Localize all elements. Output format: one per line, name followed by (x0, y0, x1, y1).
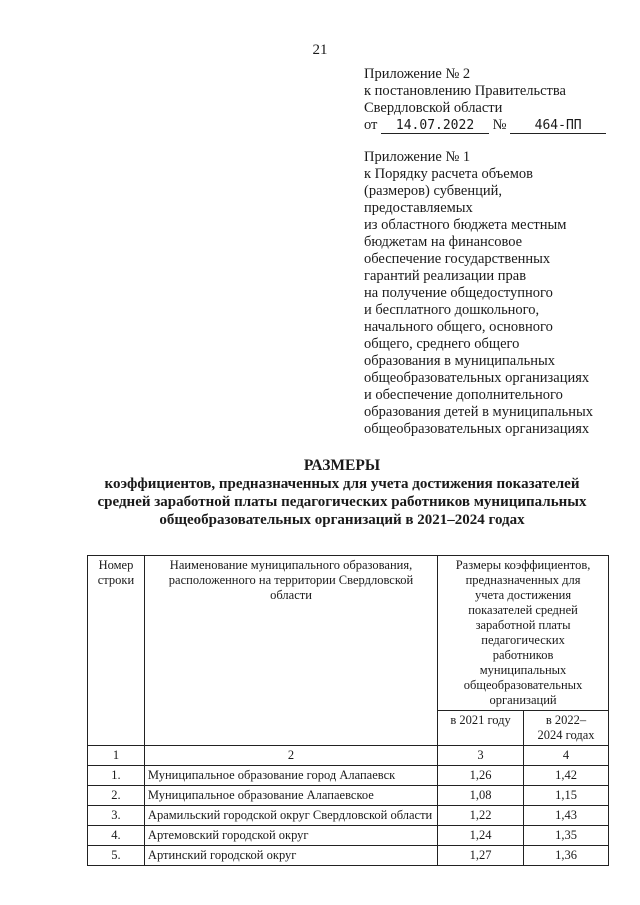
row-number: 5. (88, 846, 145, 866)
annex-1-line: бюджетам на финансовое (364, 234, 523, 250)
annex-2-line: Свердловской области (364, 100, 503, 116)
heading-line: коэффициентов, предназначенных для учета достижения показателей (104, 476, 580, 492)
resolution-date: 14.07.2022 (381, 119, 489, 134)
column-number: 3 (438, 746, 524, 766)
header-row-number: Номер строки (88, 556, 145, 746)
table-row (88, 826, 609, 846)
annex-1-line: к Порядку расчета объемов (364, 166, 534, 182)
municipality-name: Муниципальное образование Алапаевское (144, 786, 437, 806)
column-number: 2 (144, 746, 437, 766)
coefficient-2022-2024: 1,36 (524, 846, 609, 866)
annex-1-line: образования детей в муниципальных (364, 404, 593, 420)
annex-1-line: гарантий реализации прав (364, 268, 527, 284)
annex-2-header (364, 66, 634, 134)
annex-1-line: из областного бюджета местным (364, 217, 567, 233)
heading-line: общеобразовательных организаций в 2021–2024 годах (159, 512, 525, 528)
annex-1-header (364, 149, 634, 438)
column-number: 1 (88, 746, 145, 766)
row-number: 2. (88, 786, 145, 806)
annex-1-line: Приложение № 1 (364, 149, 471, 165)
row-number: 3. (88, 806, 145, 826)
table-row (88, 846, 609, 866)
number-sign: № (492, 117, 507, 133)
header-name: Наименование муниципального образования, расположенного на территории Свердловской области (144, 556, 437, 746)
table-row (88, 766, 609, 786)
annex-1-line: на получение общедоступного (364, 285, 553, 301)
table-header-row (88, 556, 609, 711)
annex-1-line: образования в муниципальных (364, 353, 555, 369)
annex-1-line: и бесплатного дошкольного, (364, 302, 540, 318)
row-number: 1. (88, 766, 145, 786)
column-number-row (88, 746, 609, 766)
coefficient-2022-2024: 1,42 (524, 766, 609, 786)
coefficient-2021: 1,08 (438, 786, 524, 806)
heading-line: средней заработной платы педагогических работников муниципальных (97, 494, 587, 510)
municipality-name: Муниципальное образование город Алапаевск (144, 766, 437, 786)
heading-title: РАЗМЕРЫ (303, 457, 381, 474)
annex-1-line: общеобразовательных организациях (364, 421, 590, 437)
coefficient-2021: 1,22 (438, 806, 524, 826)
row-number: 4. (88, 826, 145, 846)
header-year-2022-2024: в 2022–2024 годах (524, 711, 609, 746)
annex-1-line: (размеров) субвенций, (364, 183, 502, 199)
municipality-name: Артинский городской округ (144, 846, 437, 866)
document-heading (60, 457, 624, 529)
annex-2-date-line (364, 117, 634, 134)
municipality-name: Артемовский городской округ (144, 826, 437, 846)
table-row (88, 786, 609, 806)
coefficient-2022-2024: 1,43 (524, 806, 609, 826)
coefficient-2021: 1,26 (438, 766, 524, 786)
annex-1-line: общего, среднего общего (364, 336, 520, 352)
header-coefficients: Размеры коэффициентов, предназначенных для учета достижения показателей средней заработной платы педагогических работников муниципальных общеобразовательных организаций (438, 556, 609, 711)
coefficients-table (87, 555, 609, 866)
coefficient-2022-2024: 1,15 (524, 786, 609, 806)
header-year-2021: в 2021 году (438, 711, 524, 746)
coefficient-2022-2024: 1,35 (524, 826, 609, 846)
annex-1-line: и обеспечение дополнительного (364, 387, 563, 403)
annex-1-line: общеобразовательных организациях (364, 370, 590, 386)
annex-1-line: обеспечение государственных (364, 251, 551, 267)
coefficient-2021: 1,24 (438, 826, 524, 846)
municipality-name: Арамильский городской округ Свердловской области (144, 806, 437, 826)
annex-1-line: начального общего, основного (364, 319, 553, 335)
table-row (88, 806, 609, 826)
column-number: 4 (524, 746, 609, 766)
date-prefix: от (364, 117, 378, 133)
page-number: 21 (312, 42, 328, 58)
annex-2-line: Приложение № 2 (364, 66, 471, 82)
annex-1-line: предоставляемых (364, 200, 473, 216)
coefficient-2021: 1,27 (438, 846, 524, 866)
resolution-number: 464-ПП (510, 119, 606, 134)
annex-2-line: к постановлению Правительства (364, 83, 566, 99)
